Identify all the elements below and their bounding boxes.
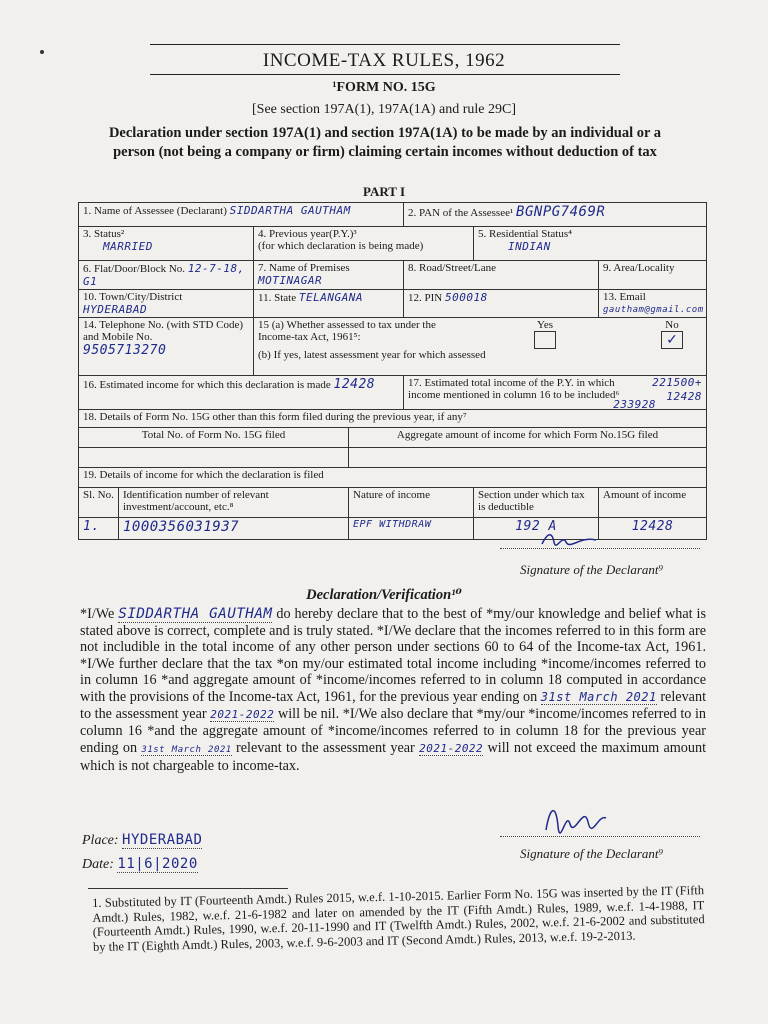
form15g-count-header: Total No. of Form No. 15G filed bbox=[79, 428, 349, 448]
section-reference: [See section 197A(1), 197A(1A) and rule 29C] bbox=[252, 102, 516, 117]
declaration-heading: Declaration under section 197A(1) and section 197A(1A) to be made by an individual or a person (not being a company or firm) claiming certain incomes without deduction of tax bbox=[108, 125, 662, 160]
total-income-addition: 221500+ bbox=[652, 376, 703, 389]
table-row bbox=[79, 518, 707, 540]
form15g-count-cell[interactable] bbox=[79, 448, 349, 468]
declarant-name[interactable]: SIDDARTHA GAUTHAM bbox=[118, 606, 273, 622]
field-pin[interactable]: 12. PIN 500018 bbox=[404, 290, 599, 318]
income-header-slno: Sl. No. bbox=[79, 488, 119, 518]
declaration-title: Declaration/Verification¹⁰ bbox=[306, 587, 462, 603]
rules-title: INCOME-TAX RULES, 1962 bbox=[262, 50, 506, 71]
year-ending-date-2[interactable]: 31st March 2021 bbox=[141, 744, 232, 755]
field-form15g-details: 18. Details of Form No. 15G other than this form filed during the previous year, if any⁷ bbox=[79, 410, 707, 428]
signature-scribble-2 bbox=[540, 800, 610, 834]
form-number: ¹FORM NO. 15G bbox=[332, 80, 436, 95]
field-name[interactable]: 1. Name of Assessee (Declarant) SIDDARTHA GAUTHAM bbox=[79, 203, 404, 227]
declaration-body: *I/We SIDDARTHA GAUTHAM do hereby declare that to the best of *my/our knowledge and belief what is stated above is correct, complete and is truly stated. *I/We declare that the incomes referred to in this form are not includible in the total income of any other person under sections 60 to 64 of the Income-tax Act, 1961. *I/We further declare that the tax *on my/our estimated total income including *income/incomes referred to in column 16 *and aggregate amount of *income/incomes referred to in column 18 computed in accordance with the provisions of the Income-tax Act, 1961, for the previous year ending on 31st March 2021 relevant to the assessment year 2021-2022 will be nil. *I/We also declare that *my/our *income/incomes referred to in column 16 *and the aggregate amount of *income/incomes referred to in column 18 for the previous year ending on 31st March 2021 relevant to the assessment year 2021-2022 will not exceed the maximum amount which is not chargeable to income-tax. bbox=[80, 606, 707, 775]
field-area[interactable]: 9. Area/Locality bbox=[599, 261, 707, 290]
status-value: MARRIED bbox=[103, 240, 153, 253]
signature-scribble-1 bbox=[540, 530, 600, 550]
field-pan[interactable]: 2. PAN of the Assessee¹ BGNPG7469R bbox=[404, 203, 707, 227]
field-road[interactable]: 8. Road/Street/Lane bbox=[404, 261, 599, 290]
header-top-rule bbox=[150, 44, 620, 45]
date-value[interactable]: 11|6|2020 bbox=[117, 856, 198, 872]
field-flat[interactable]: 6. Flat/Door/Block No. 12-7-18, G1 bbox=[79, 261, 254, 290]
email-value: gautham@gmail.com bbox=[603, 305, 704, 315]
income-header-section: Section under which tax is deductible bbox=[474, 488, 599, 518]
form-table bbox=[78, 202, 707, 540]
form15g-amount-cell[interactable] bbox=[349, 448, 707, 468]
signature-line-1 bbox=[500, 548, 700, 549]
premises-value: MOTINAGAR bbox=[258, 274, 323, 287]
income-header-id: Identification number of relevant investment/account, etc.⁸ bbox=[119, 488, 349, 518]
field-total-income[interactable]: 17. Estimated total income of the P.Y. in which income mentioned in column 16 to be included⁶ 221500+ 12428 233928 bbox=[404, 376, 707, 410]
field-email[interactable]: 13. Email gautham@gmail.com bbox=[599, 290, 707, 318]
field-town[interactable]: 10. Town/City/District HYDERABAD bbox=[79, 290, 254, 318]
place-row: Place: HYDERABAD bbox=[82, 832, 203, 848]
income-header-amount: Amount of income bbox=[599, 488, 707, 518]
field-income-details: 19. Details of income for which the declaration is filed bbox=[79, 468, 707, 488]
pin-value: 500018 bbox=[445, 291, 488, 304]
footnote-rule bbox=[88, 888, 288, 889]
assessment-year-1[interactable]: 2021-2022 bbox=[210, 707, 275, 721]
field-telephone[interactable]: 14. Telephone No. (with STD Code) and Mobile No. 9505713270 bbox=[79, 318, 254, 376]
signature-label-1: Signature of the Declarant⁹ bbox=[520, 562, 664, 577]
income-header-nature: Nature of income bbox=[349, 488, 474, 518]
income-nature[interactable]: EPF WITHDRAW bbox=[349, 518, 474, 540]
total-income-sum: 233928 bbox=[613, 398, 657, 410]
assessment-year-2[interactable]: 2021-2022 bbox=[419, 741, 484, 755]
year-ending-date-1[interactable]: 31st March 2021 bbox=[540, 689, 657, 704]
form15g-amount-header: Aggregate amount of income for which Form No.15G filed bbox=[349, 428, 707, 448]
res-status-value: INDIAN bbox=[508, 240, 551, 253]
state-value: TELANGANA bbox=[298, 291, 363, 304]
town-value: HYDERABAD bbox=[83, 303, 148, 316]
estimated-income-value: 12428 bbox=[333, 377, 376, 392]
field-state[interactable]: 11. State TELANGANA bbox=[254, 290, 404, 318]
footnote: 1. Substituted by IT (Fourteenth Amdt.) Rules 2015, w.e.f. 1-10-2015. Earlier Form No. 15G was inserted by the IT (Fifth Amdt.) Rules, 1982, w.e.f. 21-6-1982 and later on amended by the IT (Fifth Amdt.) Rules, 1989, w.e.f. 1-4-1988, IT (Fourteenth Amdt.) Rules, 1990, w.e.f. 20-11-1990 and IT (Twelfth Amdt.) Rules, 2002, w.e.f. 21-6-2002 and substituted by the IT (Eighth Amdt.) Rules, 2003, w.e.f. 9-6-2003 and IT (Second Amdt.) Rules, 2013, w.e.f. 19-2-2013. bbox=[92, 883, 705, 954]
field-previous-year[interactable]: 4. Previous year(P.Y.)³ (for which declaration is being made) bbox=[254, 227, 474, 261]
field-premises[interactable]: 7. Name of Premises MOTINAGAR bbox=[254, 261, 404, 290]
income-section[interactable]: 192 A bbox=[474, 518, 599, 540]
phone-value: 9505713270 bbox=[83, 343, 167, 358]
field-assessed[interactable]: 15 (a) Whether assessed to tax under the Income-tax Act, 1961⁵: Yes No ✓ (b) If yes, latest assessment year for which assessed bbox=[254, 318, 707, 376]
total-income-addend: 12428 bbox=[666, 390, 703, 403]
income-amount[interactable]: 12428 bbox=[599, 518, 707, 540]
signature-line-2 bbox=[500, 836, 700, 837]
field-status[interactable]: 3. Status² MARRIED bbox=[79, 227, 254, 261]
signature-label-2: Signature of the Declarant⁹ bbox=[520, 846, 664, 861]
income-account-id[interactable]: 1000356031937 bbox=[119, 518, 349, 540]
date-row: Date: 11|6|2020 bbox=[82, 856, 198, 872]
header-bottom-rule bbox=[150, 74, 620, 75]
no-checkbox[interactable] bbox=[661, 331, 683, 349]
pan-value: BGNPG7469R bbox=[516, 204, 606, 220]
yes-checkbox[interactable] bbox=[534, 331, 556, 349]
part-label: PART I bbox=[362, 184, 406, 199]
income-slno[interactable]: 1. bbox=[79, 518, 119, 540]
flat-value: 12-7-18, G1 bbox=[83, 262, 245, 288]
tick-mark: ✓ bbox=[666, 333, 678, 348]
field-estimated-income[interactable]: 16. Estimated income for which this declaration is made 12428 bbox=[79, 376, 404, 410]
name-value: SIDDARTHA GAUTHAM bbox=[229, 204, 351, 217]
field-residential-status[interactable]: 5. Residential Status⁴ INDIAN bbox=[474, 227, 707, 261]
place-value[interactable]: HYDERABAD bbox=[122, 832, 203, 848]
